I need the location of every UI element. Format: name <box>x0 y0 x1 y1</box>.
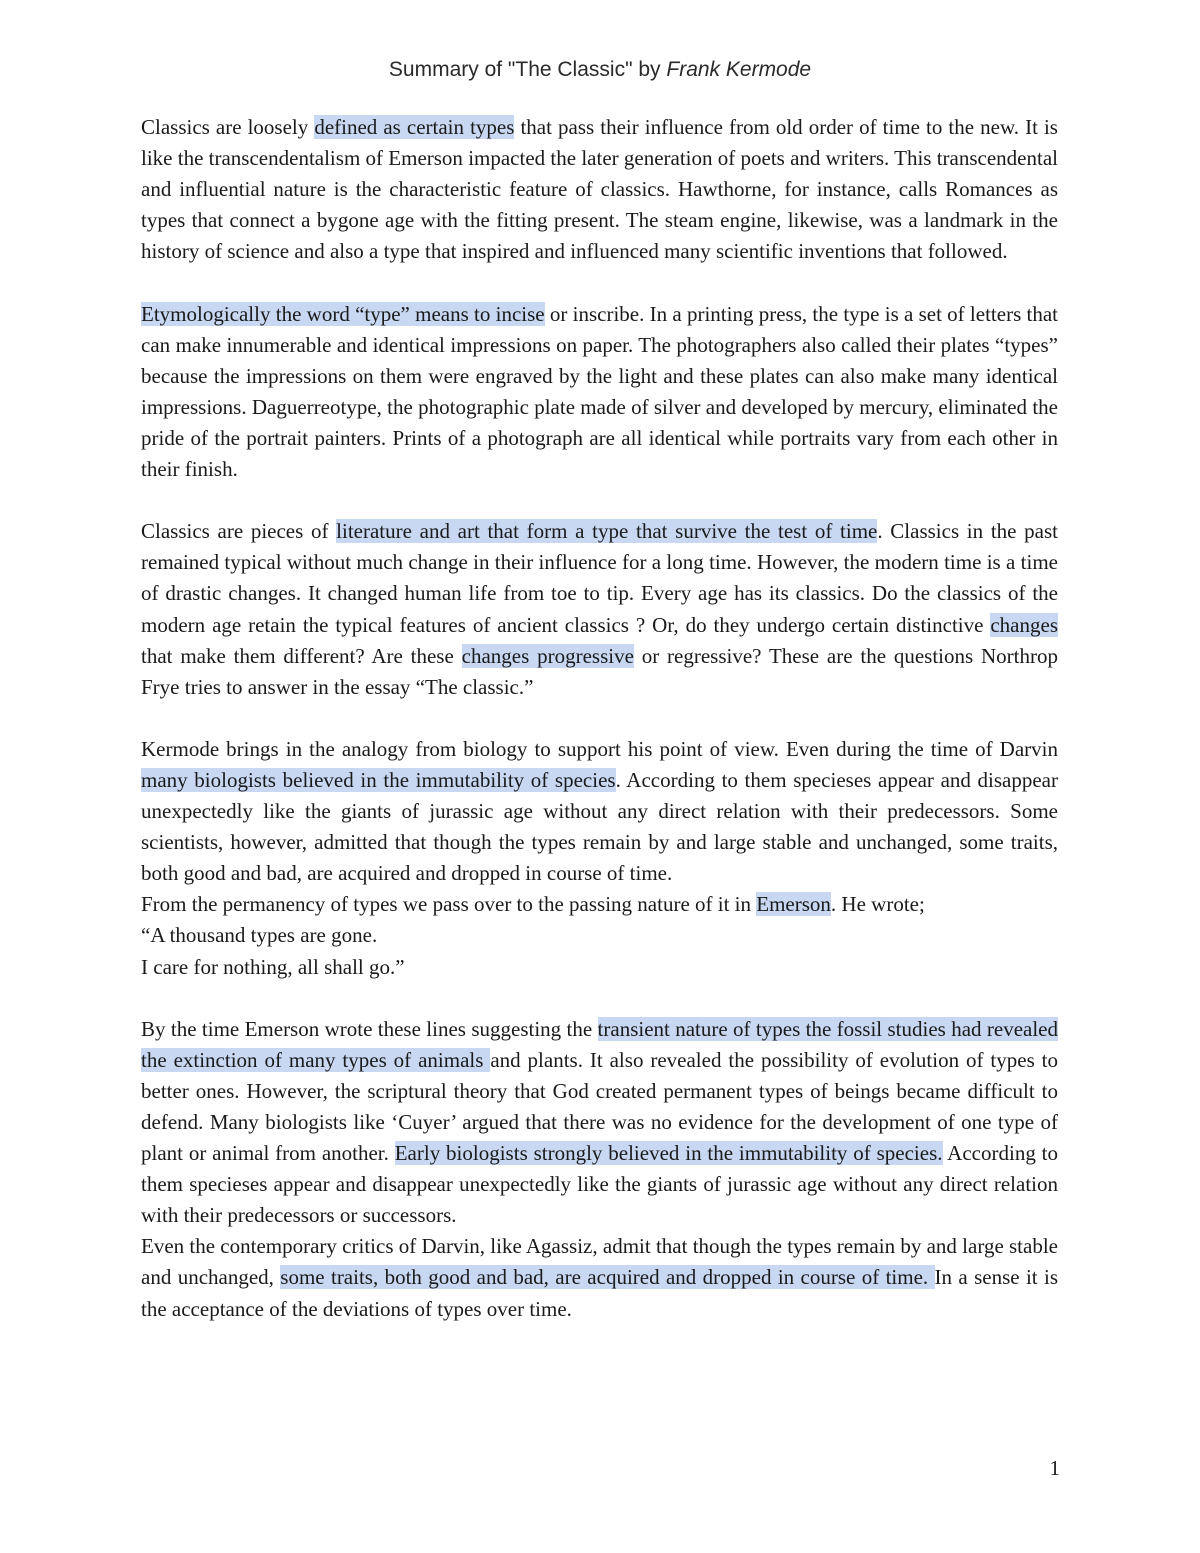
highlighted-text: Emerson <box>756 892 831 917</box>
paragraph-1 <box>141 112 1058 267</box>
text-run: “A thousand types are gone. <box>141 923 378 948</box>
paragraph-gap <box>141 703 1058 734</box>
highlighted-text: literature and art that form a type that survive the test of time <box>336 519 878 544</box>
paragraph-5 <box>141 889 1058 920</box>
title-author: Frank Kermode <box>666 58 812 81</box>
text-run: . According to them specieses appear and disappear unexpectedly like the giants of jurassic age without any direct relation with their predecessors. Some scientists, however, admitted that though the types remain by and large stable and unchanged, some traits, both good and bad, are acquired and dropped in course of time. <box>141 767 1058 886</box>
highlighted-text: Etymologically the word “type” means to incise <box>141 301 545 326</box>
highlighted-text: Early biologists strongly believed in the immutability of species. <box>394 1141 943 1166</box>
text-run: Kermode brings in the analogy from biology to support his point of view. Even during the time of Darvin <box>141 736 1058 761</box>
text-run: . Classics in the past remained typical without much change in their influence for a long time. However, the modern time is a time of drastic changes. It changed human life from toe to tip. Every age has its classics. Do the classics of the modern age retain the typical features of ancient classics ? Or, do they undergo certain distinctive <box>141 519 1058 637</box>
text-run: According to them specieses appear and disappear unexpectedly like the giants of jurassic age without any direct relation with their predecessors or successors. <box>141 1141 1059 1228</box>
paragraph-gap <box>141 485 1058 516</box>
text-run: Even the contemporary critics of Darvin, like Agassiz, admit that though the types remain by and large stable and unchanged, <box>141 1234 1058 1290</box>
text-run: I care for nothing, all shall go.” <box>141 954 405 979</box>
text-run: Classics are loosely <box>141 115 315 139</box>
text-run: By the time Emerson wrote these lines suggesting the <box>141 1016 598 1041</box>
paragraph-2 <box>141 299 1058 486</box>
highlighted-text: some traits, both good and bad, are acquired and dropped in course of time. <box>280 1265 935 1290</box>
text-run: that pass their influence from old order of time to the new. It is like the transcendentalism of Emerson impacted the later generation of poets and writers. This transcendental and influential nature is the characteristic feature of classics. Hawthorne, for instance, calls Romances as types that connect a bygone age with the fitting present. The steam engine, likewise, was a landmark in the history of science and also a type that inspired and influenced many scientific inventions that followed. <box>141 115 1058 264</box>
text-run: that make them different? Are these <box>141 643 462 668</box>
page-title <box>0 56 1200 84</box>
paragraph-4 <box>141 734 1058 889</box>
highlighted-text: changes <box>990 612 1058 637</box>
text-run: . He wrote; <box>830 892 925 917</box>
quote-line-1 <box>141 920 1058 951</box>
highlighted-text: changes progressive <box>461 643 634 668</box>
text-run: Classics are pieces of <box>141 519 337 544</box>
highlighted-text: transient nature of types the fossil studies had revealed the extinction of many types of animals <box>141 1016 1059 1072</box>
paragraph-3 <box>141 516 1058 703</box>
paragraph-gap <box>141 983 1058 1014</box>
text-run: or regressive? These are the questions Northrop Frye tries to answer in the essay “The classic.” <box>141 643 1059 699</box>
document-body <box>141 112 1058 1325</box>
text-run: In a sense it is the acceptance of the deviations of types over time. <box>141 1265 1058 1321</box>
title-prefix: Summary of "The Classic" by <box>388 58 667 81</box>
text-run: or inscribe. In a printing press, the type is a set of letters that can make innumerable and identical impressions on paper. The photographers also called their plates “types” because the impressions on them were engraved by the light and these plates can also make many identical impressions. Daguerreotype, the photographic plate made of silver and developed by mercury, eliminated the pride of the portrait painters. Prints of a photograph are all identical while portraits vary from each other in their finish. <box>141 301 1058 482</box>
text-run: and plants. It also revealed the possibility of evolution of types to better ones. However, the scriptural theory that God created permanent types of beings became difficult to defend. Many biologists like ‘Cuyer’ argued that there was no evidence for the development of one type of plant or animal from another. <box>141 1047 1058 1166</box>
paragraph-7 <box>141 1231 1058 1324</box>
highlighted-text: many biologists believed in the immutability of species <box>141 767 616 792</box>
quote-line-2 <box>141 952 1058 983</box>
page-number: 1 <box>1049 1456 1060 1480</box>
paragraph-gap <box>141 267 1058 298</box>
text-run: From the permanency of types we pass over to the passing nature of it in <box>141 892 757 917</box>
highlighted-text: defined as certain types <box>314 115 515 139</box>
paragraph-6 <box>141 1014 1058 1232</box>
